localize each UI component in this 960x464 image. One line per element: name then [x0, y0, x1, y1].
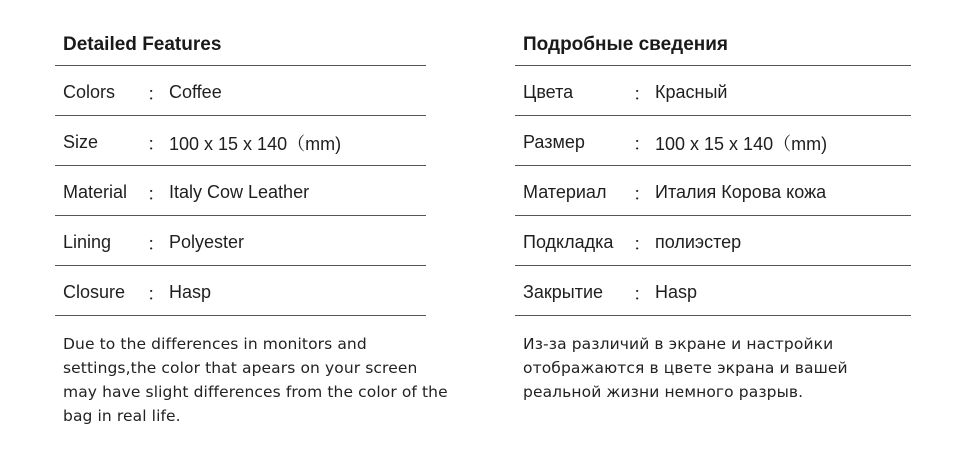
spec-row-material: [55, 166, 426, 216]
separator: ：: [633, 133, 651, 154]
separator: ：: [633, 283, 651, 304]
spec-row-size: [515, 116, 911, 166]
spec-row-closure: [515, 266, 911, 316]
spec-label: Закрытие: [523, 282, 604, 302]
spec-row-lining: [55, 216, 426, 266]
spec-row-size: [55, 116, 426, 166]
spec-value: Polyester: [169, 232, 245, 252]
spec-value: Hasp: [655, 282, 698, 302]
spec-label: Colors: [63, 82, 116, 102]
features-panel-ru: [515, 0, 911, 404]
spec-row-colors: [55, 66, 426, 116]
spec-row-material: [515, 166, 911, 216]
spec-value: Hasp: [169, 282, 212, 302]
spec-label: Size: [63, 132, 99, 152]
spec-label: Lining: [63, 232, 112, 252]
spec-row-colors: [515, 66, 911, 116]
spec-value: Italy Cow Leather: [169, 182, 310, 202]
separator: ：: [147, 133, 165, 154]
spec-value: 100 x 15 x 140（mm): [655, 133, 828, 154]
spec-row-lining: [515, 216, 911, 266]
panel-title: Detailed Features: [55, 0, 426, 66]
spec-value: Coffee: [169, 82, 222, 102]
separator: ：: [633, 183, 651, 204]
separator: ：: [633, 233, 651, 254]
spec-label: Материал: [523, 182, 607, 202]
spec-label: Closure: [63, 282, 126, 302]
spec-label: Цвета: [523, 82, 574, 102]
color-disclaimer: Из-за различий в экране и настройки отображаются в цвете экрана и вашей реальной жизни немного разрыв.: [523, 335, 848, 401]
separator: ：: [147, 233, 165, 254]
separator: ：: [147, 183, 165, 204]
spec-row-closure: [55, 266, 426, 316]
separator: ：: [633, 83, 651, 104]
spec-label: Подкладка: [523, 232, 614, 252]
panel-title: Подробные сведения: [515, 0, 911, 66]
separator: ：: [147, 283, 165, 304]
spec-label: Размер: [523, 132, 585, 152]
separator: ：: [147, 83, 165, 104]
spec-value: Красный: [655, 82, 728, 102]
features-panel-en: [55, 0, 448, 428]
color-disclaimer: Due to the differences in monitors and settings,the color that apears on your screen may have slight differences from the color of the bag in real life.: [63, 335, 448, 425]
spec-value: 100 x 15 x 140（mm): [169, 133, 342, 154]
spec-value: полиэстер: [655, 232, 742, 252]
spec-label: Material: [63, 182, 128, 202]
spec-value: Италия Корова кожа: [655, 182, 827, 202]
